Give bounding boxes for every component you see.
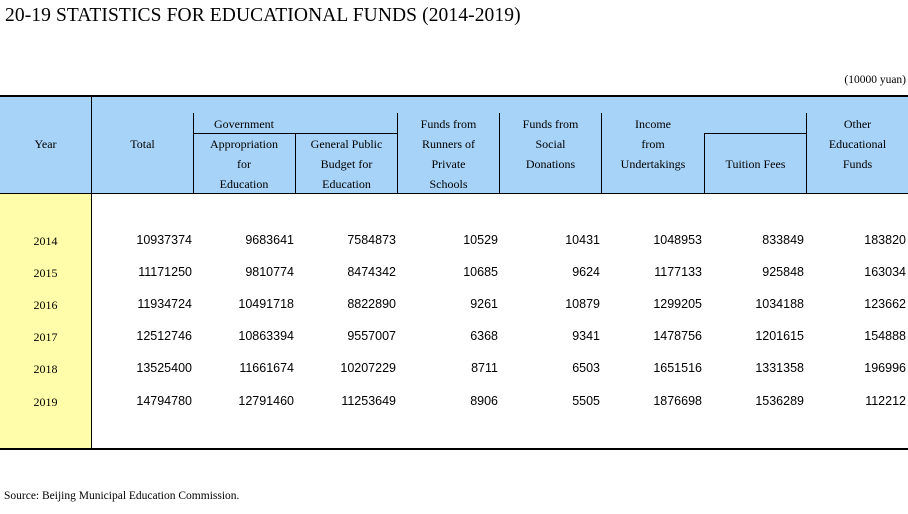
header-runners: Funds from: [420, 117, 477, 131]
top-rule: [0, 95, 908, 97]
cell-gov-approp: 10491718: [238, 297, 294, 311]
header-general-public: Education: [322, 177, 371, 191]
cell-social: 9341: [572, 329, 600, 343]
unit-label: (10000 yuan): [844, 74, 906, 86]
cell-income: 1048953: [653, 233, 702, 247]
header-income: Undertakings: [620, 157, 686, 171]
header-social: Funds from: [522, 117, 579, 131]
cell-general-public: 11253649: [341, 394, 396, 408]
statistics-table: [0, 95, 908, 449]
cell-other: 112212: [865, 394, 906, 408]
cell-total: 11171250: [138, 265, 192, 279]
year-column-background: [0, 193, 91, 449]
cell-gov-approp: 9810774: [245, 265, 294, 279]
cell-runners: 8906: [470, 394, 498, 408]
cell-tuition: 1536289: [755, 394, 804, 408]
bottom-rule: [0, 448, 908, 450]
row-year: 2015: [33, 266, 58, 280]
cell-gov-approp: 11661674: [239, 361, 294, 375]
cell-other: 154888: [864, 329, 906, 343]
header-other: Other: [843, 117, 872, 131]
cell-runners: 8711: [471, 361, 498, 375]
cell-tuition: 925848: [762, 265, 804, 279]
cell-tuition: 833849: [762, 233, 804, 247]
header-other: Funds: [842, 157, 873, 171]
header-government: Government: [214, 117, 274, 131]
cell-gov-approp: 12791460: [238, 394, 294, 408]
income-group-rule: [704, 133, 806, 134]
cell-social: 5505: [572, 394, 600, 408]
cell-social: 10879: [565, 297, 600, 311]
header-appropriation: Appropriation: [210, 137, 278, 151]
header-social: Donations: [525, 157, 576, 171]
header-total: Total: [130, 137, 155, 151]
row-year: 2017: [33, 330, 58, 344]
header-general-public: General Public: [310, 137, 383, 151]
cell-total: 14794780: [136, 394, 192, 408]
cell-other: 123662: [864, 297, 906, 311]
row-year: 2014: [33, 234, 58, 248]
cell-gov-approp: 9683641: [245, 233, 294, 247]
page-title: 20-19 STATISTICS FOR EDUCATIONAL FUNDS (2014-2019): [5, 5, 521, 26]
cell-tuition: 1331358: [755, 361, 804, 375]
header-social: Social: [535, 137, 566, 151]
header-income: Income: [635, 117, 671, 131]
cell-runners: 9261: [470, 297, 498, 311]
row-year: 2018: [33, 362, 58, 376]
cell-general-public: 9557007: [347, 329, 396, 343]
cell-runners: 10685: [463, 265, 498, 279]
cell-income: 1651516: [653, 361, 702, 375]
cell-general-public: 8822890: [347, 297, 396, 311]
cell-general-public: 7584873: [347, 233, 396, 247]
cell-income: 1876698: [653, 394, 702, 408]
cell-tuition: 1201615: [755, 329, 804, 343]
cell-income: 1177133: [654, 265, 702, 279]
cell-general-public: 10207229: [340, 361, 396, 375]
cell-income: 1299205: [653, 297, 702, 311]
cell-social: 6503: [572, 361, 600, 375]
header-runners: Private: [431, 157, 466, 171]
cell-other: 163034: [864, 265, 906, 279]
cell-total: 13525400: [136, 361, 192, 375]
header-other: Educational: [828, 137, 887, 151]
header-appropriation: Education: [219, 177, 269, 191]
cell-runners: 6368: [470, 329, 498, 343]
header-runners: Schools: [429, 177, 468, 191]
row-year: 2019: [33, 395, 58, 409]
row-year: 2016: [33, 298, 58, 312]
header-general-public: Budget for: [320, 157, 373, 171]
cell-general-public: 8474342: [347, 265, 396, 279]
cell-other: 196996: [864, 361, 906, 375]
cell-tuition: 1034188: [755, 297, 804, 311]
header-year: Year: [34, 137, 57, 151]
cell-total: 10937374: [136, 233, 192, 247]
cell-total: 12512746: [136, 329, 192, 343]
cell-total: 11934724: [137, 297, 192, 311]
cell-other: 183820: [864, 233, 906, 247]
cell-runners: 10529: [463, 233, 498, 247]
header-income: from: [641, 137, 665, 151]
header-tuition: Tuition Fees: [725, 157, 786, 171]
cell-social: 10431: [565, 233, 600, 247]
cell-income: 1478756: [653, 329, 702, 343]
source-note: Source: Beijing Municipal Education Commission.: [4, 490, 240, 502]
header-appropriation: for: [237, 157, 251, 171]
cell-social: 9624: [572, 265, 600, 279]
cell-gov-approp: 10863394: [238, 329, 294, 343]
header-runners: Runners of: [422, 137, 475, 151]
